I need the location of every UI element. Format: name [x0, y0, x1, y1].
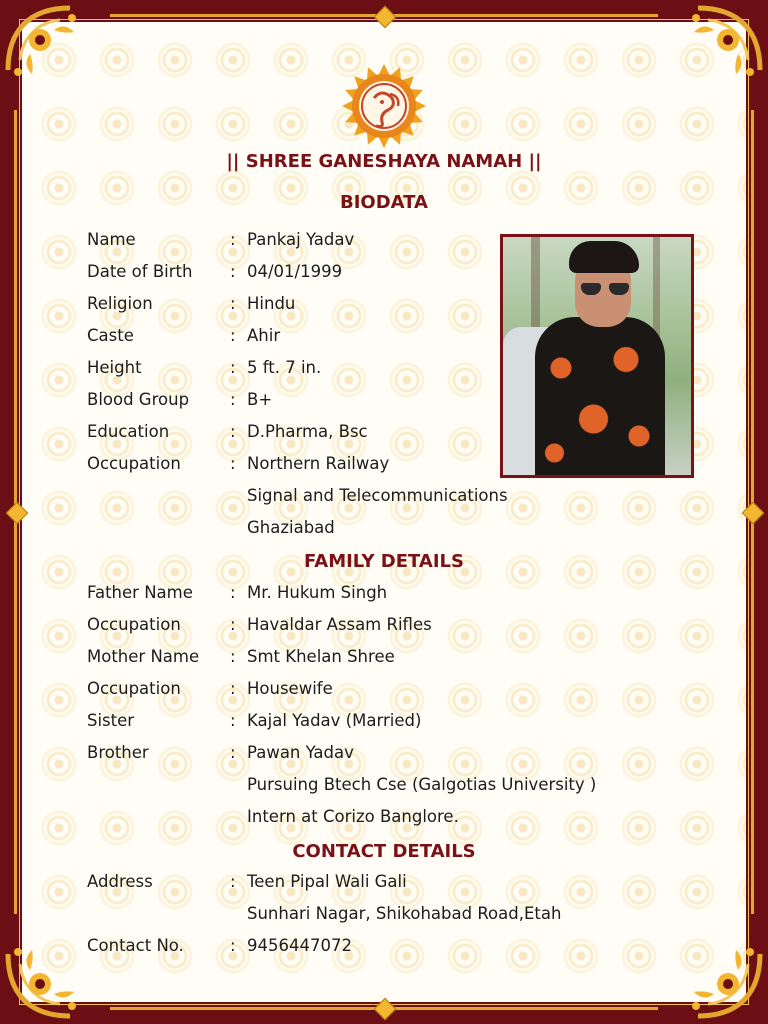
- detail-value: 04/01/1999: [247, 262, 343, 281]
- detail-value: Mr. Hukum Singh: [247, 583, 388, 602]
- detail-value: Sunhari Nagar, Shikohabad Road,Etah: [247, 904, 562, 923]
- colon-separator: :: [230, 230, 236, 249]
- detail-value: Hindu: [247, 294, 296, 313]
- detail-label: Education: [87, 422, 170, 441]
- detail-label: Brother: [87, 743, 149, 762]
- detail-value: Housewife: [247, 679, 333, 698]
- detail-value: Teen Pipal Wali Gali: [247, 872, 407, 891]
- detail-value: Smt Khelan Shree: [247, 647, 395, 666]
- colon-separator: :: [230, 936, 236, 955]
- detail-label: Mother Name: [87, 647, 200, 666]
- detail-label: Occupation: [87, 454, 181, 473]
- detail-value: D.Pharma, Bsc: [247, 422, 368, 441]
- biodata-heading: BIODATA: [339, 192, 428, 213]
- detail-label: Contact No.: [87, 936, 184, 955]
- colon-separator: :: [230, 422, 236, 441]
- detail-value: Kajal Yadav (Married): [247, 711, 422, 730]
- colon-separator: :: [230, 647, 236, 666]
- colon-separator: :: [230, 294, 236, 313]
- detail-label: Name: [87, 230, 136, 249]
- contact-details-heading: CONTACT DETAILS: [292, 841, 476, 862]
- colon-separator: :: [230, 679, 236, 698]
- corner-ornament-bottom-left-icon: [0, 914, 110, 1024]
- colon-separator: :: [230, 262, 236, 281]
- colon-separator: :: [230, 872, 236, 891]
- detail-value: Signal and Telecommunications: [247, 486, 508, 505]
- detail-value: Pankaj Yadav: [247, 230, 355, 249]
- detail-value: Northern Railway: [247, 454, 390, 473]
- detail-value: Pursuing Btech Cse (Galgotias University ): [247, 775, 597, 794]
- profile-photo: [500, 234, 694, 478]
- detail-label: Religion: [87, 294, 153, 313]
- detail-label: Occupation: [87, 679, 181, 698]
- detail-label: Occupation: [87, 615, 181, 634]
- detail-label: Height: [87, 358, 142, 377]
- mantra-heading: || SHREE GANESHAYA NAMAH ||: [226, 151, 542, 172]
- detail-label: Blood Group: [87, 390, 190, 409]
- colon-separator: :: [230, 711, 236, 730]
- corner-ornament-top-left-icon: [0, 0, 110, 110]
- colon-separator: :: [230, 390, 236, 409]
- detail-value: 9456447072: [247, 936, 352, 955]
- corner-ornament-bottom-right-icon: [658, 914, 768, 1024]
- detail-label: Date of Birth: [87, 262, 193, 281]
- detail-value: Pawan Yadav: [247, 743, 354, 762]
- detail-value: Havaldar Assam Rifles: [247, 615, 432, 634]
- colon-separator: :: [230, 358, 236, 377]
- detail-value: Ghaziabad: [247, 518, 335, 537]
- colon-separator: :: [230, 743, 236, 762]
- detail-label: Address: [87, 872, 153, 891]
- colon-separator: :: [230, 326, 236, 345]
- family-details-heading: FAMILY DETAILS: [304, 551, 464, 572]
- detail-value: 5 ft. 7 in.: [247, 358, 322, 377]
- corner-ornament-top-right-icon: [658, 0, 768, 110]
- detail-label: Caste: [87, 326, 134, 345]
- colon-separator: :: [230, 583, 236, 602]
- colon-separator: :: [230, 615, 236, 634]
- colon-separator: :: [230, 454, 236, 473]
- detail-label: Sister: [87, 711, 135, 730]
- detail-value: Ahir: [247, 326, 281, 345]
- detail-value: Intern at Corizo Banglore.: [247, 807, 459, 826]
- detail-value: B+: [247, 390, 273, 409]
- ganesha-emblem-icon: [340, 62, 428, 150]
- detail-label: Father Name: [87, 583, 193, 602]
